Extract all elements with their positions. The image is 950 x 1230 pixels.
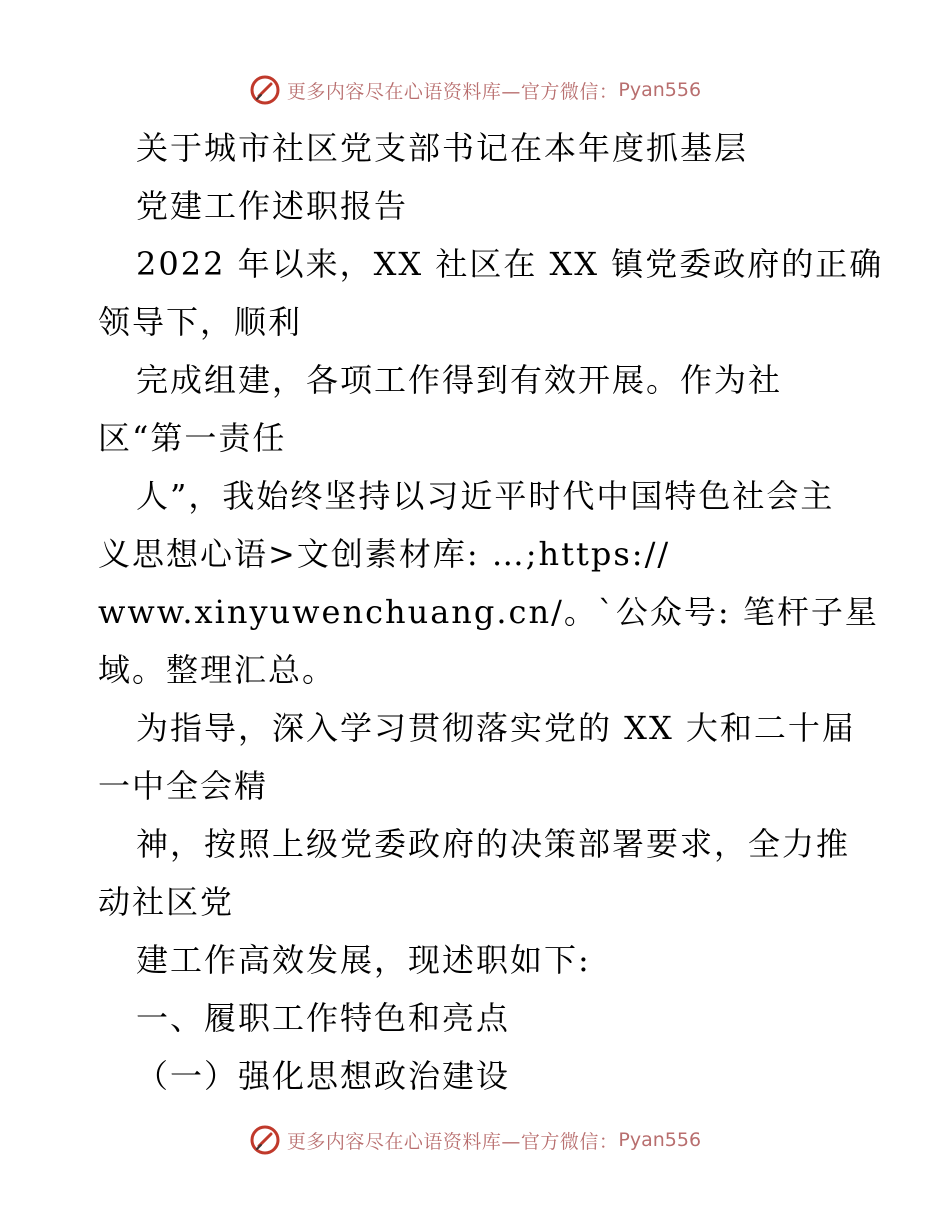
watermark-wechat-id: Pyan556 <box>618 79 702 101</box>
watermark-text: 更多内容尽在心语资料库—官方微信： <box>286 1130 619 1153</box>
paragraph-line: 一中全会精 <box>98 767 269 805</box>
paragraph-line: 动社区党 <box>98 883 235 921</box>
footer-watermark <box>0 1120 950 1160</box>
paragraph-line: 2022 年以来，XX 社区在 XX 镇党委政府的正确 <box>136 245 884 283</box>
section-heading: 一、履职工作特色和亮点 <box>136 999 511 1037</box>
watermark-text: 更多内容尽在心语资料库—官方微信： <box>286 80 619 103</box>
header-watermark <box>0 70 950 110</box>
paragraph-line: 为指导，深入学习贯彻落实党的 XX 大和二十届 <box>136 709 856 747</box>
paragraph-line: 神，按照上级党委政府的决策部署要求，全力推 <box>136 825 851 863</box>
paragraph-line: 义思想心语>文创素材库: …;https:// <box>98 535 671 573</box>
pen-logo-icon <box>249 1124 281 1156</box>
paragraph-line: 域。整理汇总。 <box>98 651 337 689</box>
paragraph-line: 完成组建，各项工作得到有效开展。作为社 <box>136 361 783 399</box>
paragraph-line: 领导下，顺利 <box>98 303 303 341</box>
paragraph-line: www.xinyuwenchuang.cn/。`公众号: 笔杆子星 <box>98 593 879 631</box>
title-line-1: 关于城市社区党支部书记在本年度抓基层 <box>136 129 749 167</box>
title-line-2: 党建工作述职报告 <box>136 187 409 225</box>
watermark-wechat-id: Pyan556 <box>618 1129 702 1151</box>
paragraph-line: 区“第一责任 <box>98 419 287 457</box>
subsection-heading: （一）强化思想政治建设 <box>136 1057 511 1095</box>
pen-logo-icon <box>249 74 281 106</box>
paragraph-line: 建工作高效发展，现述职如下: <box>136 941 591 979</box>
paragraph-line: 人”，我始终坚持以习近平时代中国特色社会主 <box>136 477 835 515</box>
